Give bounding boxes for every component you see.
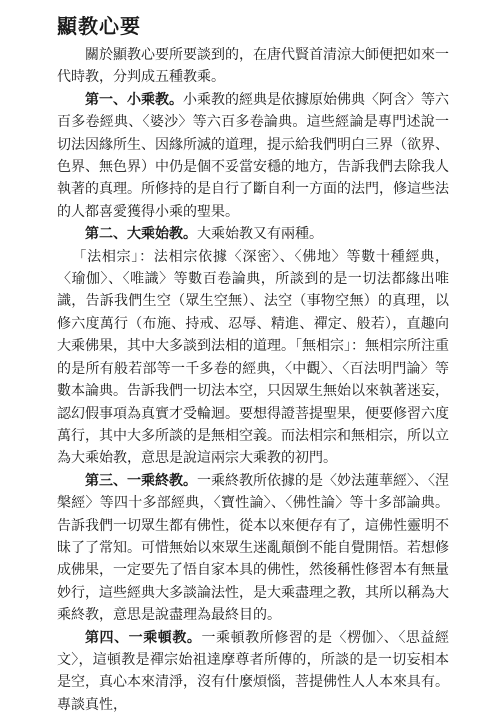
paragraph-lead: 第二、大乘始教。: [85, 226, 197, 243]
paragraph-text: 大乘始教又有兩種。: [197, 226, 323, 243]
paragraph-text: 關於顯教心要所要談到的，在唐代賢首清涼大師便把如來一代時教，分判成五種教乘。: [57, 47, 449, 86]
document-body: [57, 44, 449, 716]
paragraph-text: 一乘終教所依據的是〈妙法蓮華經〉、〈涅槃經〉等四十多部經典，〈寶性論〉、〈佛性論〉等十多部論典。告訴我們一切眾生都有佛性，從本以來便存有了，這佛性靈明不昧了了常知。可惜無始以來眾生迷亂顛倒不能自覺開悟。若想修成佛果，一定要先了悟自家本具的佛性，然後稱性修習本有無量妙行，這些經典大多談論法性，是大乘盡理之教，其所以稱為大乘終教，意思是說盡理為最終目的。: [57, 472, 449, 624]
paragraph-intro: [57, 44, 449, 89]
paragraph-hinayana: [57, 89, 449, 223]
paragraph-text: 小乘教的經典是依據原始佛典〈阿含〉等六百多卷經典、〈婆沙〉等六百多卷論典。這些經論是專門述說一切法因緣所生、因緣所滅的道理，提示給我們明白三界（欲界、色界、無色界）中仍是個不妥當安穩的地方，告訴我們去除我人執著的真理。所修持的是自行了斷自利一方面的法門，修這些法的人都喜愛獲得小乘的聖果。: [57, 91, 449, 220]
paragraph-final-teaching: [57, 470, 449, 627]
paragraph-lead: 第三、一乘終教。: [85, 472, 197, 489]
paragraph-lead: 第一、小乘教。: [85, 91, 183, 108]
paragraph-text: 「法相宗」：法相宗依據〈深密〉、〈佛地〉等數十種經典，〈瑜伽〉、〈唯識〉等數百卷論典，所談到的是一切法都緣出唯識，告訴我們生空（眾生空無）、法空（事物空無）的真理，以修六度萬行（布施、持戒、忍辱、精進、禪定、般若），直趣向大乘佛果，其中大多談到法相的道理。「無相宗」：無相宗所注重的是所有般若部等一千多卷的經典，〈中觀〉、〈百法明門論〉等數本論典。告訴我們一切法本空，只因眾生無始以來執著迷妄，認幻假事項為真實才受輪迴。要想得證菩提聖果，便要修習六度萬行，其中大多所談的是無相空義。而法相宗和無相宗，所以立為大乘始教，意思是說這兩宗大乘教的初門。: [57, 248, 449, 467]
paragraph-mahayana-initial: [57, 223, 449, 245]
paragraph-text: 一乘頓教所修習的是〈楞伽〉、〈思益經文〉，這頓教是禪宗始祖達摩尊者所傳的，所談的是一切妄相本是空，真心本來清淨，沒有什麼煩惱，菩提佛性人人本來具有。專談真性，: [57, 629, 450, 713]
paragraph-sudden-teaching: [57, 627, 449, 716]
page-title: 顯教心要: [57, 14, 141, 38]
paragraph-lead: 第四、一乘頓教。: [85, 629, 202, 646]
paragraph-dharma-characteristics: [57, 246, 449, 470]
